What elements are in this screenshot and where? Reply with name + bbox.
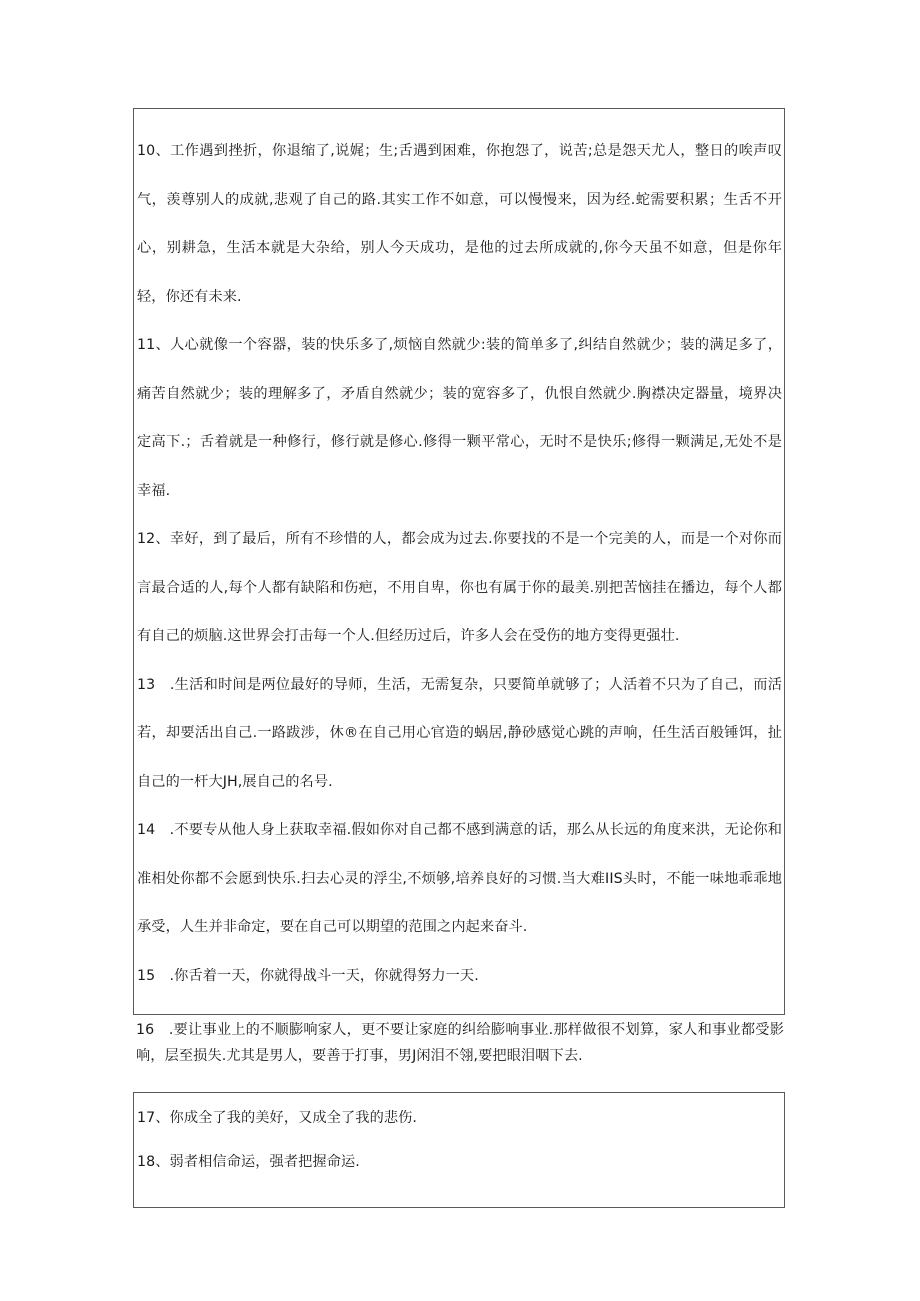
quote-paragraph-13: 13 .生活和时间是两位最好的导师，生活，无需复杂，只要简单就够了；人活着不只为了自己，而活若，却要活出自己.一路跋涉，休®在自己用心官造的蜗居,静砂感觉心跳的声响，任生活百般锤饵，扯自己的一杆大JH,展自己的名号. — [137, 676, 782, 790]
quote-box-2 — [133, 1092, 785, 1208]
quote-paragraph-17: 17、你成全了我的美好，又成全了我的悲伤. — [137, 1110, 418, 1126]
quote-paragraph-11: 11、人心就像一个容器，装的快乐多了,烦恼自然就少:装的简单多了,纠结自然就少；装的满足多了，痛苦自然就少；装的理解多了，矛盾自然就少；装的宽容多了，仇恨自然就少.胸襟决定器量，境界决定高下.；舌着就是一种修行，修行就是修心.修得一颗平常心，无时不是快乐;修得一颗满足,无处不是幸福. — [137, 337, 782, 499]
quote-paragraph-10: 10、工作遇到挫折，你退缩了,说娓；生;舌遇到困难，你抱怨了，说苦;总是怨天尤人，整日的唉声叹气，羡尊别人的成就,悲观了自己的路.其实工作不如意，可以慢慢来，因为经.蛇需要积累；生舌不开心，别耕急，生活本就是大杂给，别人今天成功，是他的过去所成就的,你今天虽不如意，但是你年轻，你还有未来. — [137, 143, 782, 305]
quote-paragraph-14: 14 .不要专从他人身上获取幸福.假如你对自己都不感到满意的话，那么从长远的角度来洪，无论你和准相处你都不会愿到快乐.扫去心灵的浮尘,不烦够,培养良好的习惯.当大难IIS头时，不能一味地乖乖地承受，人生并非命定，要在自己可以期望的范围之内起来奋斗. — [137, 822, 782, 935]
quote-loose-block — [136, 1017, 784, 1069]
quote-paragraph-18: 18、弱者相信命运，强者把握命运. — [137, 1154, 360, 1170]
quote-paragraph-12: 12、幸好，到了最后，所有不珍惜的人，都会成为过去.你要找的不是一个完美的人，而是一个对你而言最合适的人,每个人都有缺陷和伤疤，不用自卑，你也有属于你的最美.别把苦恼挂在播边，每个人都有自己的烦脑.这世界会打击每一个人.但经历过后，许多人会在受伤的地方变得更强壮. — [137, 531, 782, 644]
quote-paragraph-15: 15 .你舌着一天，你就得战斗一天，你就得努力一天. — [137, 967, 479, 984]
quote-box-1 — [133, 108, 785, 1015]
quote-paragraph-16: 16 .要让事业上的不顺膨响家人，更不要让家庭的纠给膨响事业.那样做很不划算，家人和事业都受影响，层至损失.尤其是男人，要善于打事，男J闲泪不翎,要把眼泪咽下去. — [136, 1022, 784, 1064]
